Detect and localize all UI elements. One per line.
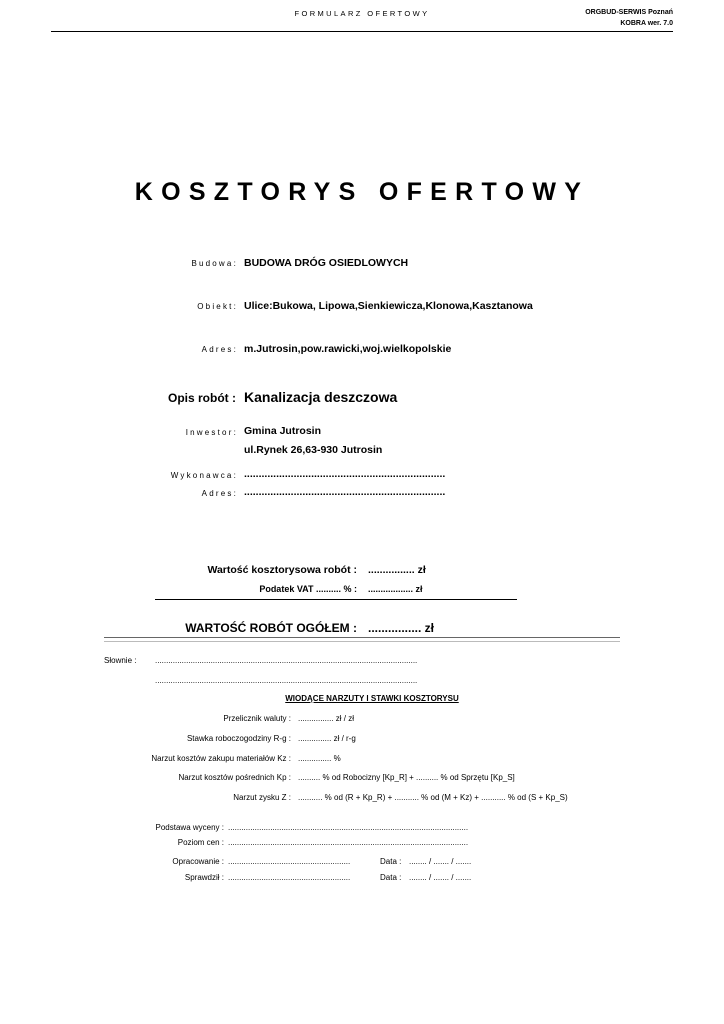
subtotal-divider xyxy=(155,599,517,600)
slownie-line-2: ...................................................................................................................... xyxy=(155,676,418,685)
obiekt-value: Ulice:Bukowa, Lipowa,Sienkiewicza,Klonowa,Kasztanowa xyxy=(244,300,533,312)
vat-label: Podatek VAT .......... % : xyxy=(259,584,357,594)
narzuty-heading: WIODĄCE NARZUTY I STAWKI KOSZTORYSU xyxy=(285,694,459,703)
opracowanie-date-label: Data : xyxy=(380,857,402,866)
opracowanie-value: ....................................................... xyxy=(228,857,351,866)
poziom-value: ............................................................................................................ xyxy=(228,838,469,847)
obiekt-label: Obiekt: xyxy=(197,302,238,311)
podstawa-label: Podstawa wyceny : xyxy=(155,823,224,832)
adres-label: Adres: xyxy=(201,345,238,354)
slownie-label: Słownie : xyxy=(104,656,137,665)
kp-label: Narzut kosztów pośrednich Kp : xyxy=(178,773,291,782)
stawka-value: ............... zł / r-g xyxy=(298,734,356,743)
budowa-value: BUDOWA DRÓG OSIEDLOWYCH xyxy=(244,257,409,269)
slownie-line-1: ...................................................................................................................... xyxy=(155,656,418,665)
zysk-label: Narzut zysku Z : xyxy=(233,793,291,802)
opis-value: Kanalizacja deszczowa xyxy=(244,389,398,405)
total-double-divider xyxy=(104,637,620,642)
przelicznik-value: ................ zł / zł xyxy=(298,714,355,723)
inwestor-label: Inwestor: xyxy=(185,428,238,437)
wykonawca-label: Wykonawca: xyxy=(170,471,238,480)
header-divider xyxy=(51,31,673,32)
poziom-label: Poziom cen : xyxy=(177,838,224,847)
wartosc-label: Wartość kosztorysowa robót : xyxy=(207,564,357,576)
document-title: KOSZTORYS OFERTOWY xyxy=(134,178,590,206)
kz-label: Narzut kosztów zakupu materiałów Kz : xyxy=(151,754,291,763)
kz-value: ............... % xyxy=(298,754,341,763)
sprawdzil-label: Sprawdził : xyxy=(184,873,224,882)
total-value: ................ zł xyxy=(368,621,435,635)
kp-value: .......... % od Robocizny [Kp_R] + .......... % od Sprzętu [Kp_S] xyxy=(298,773,515,782)
stawka-label: Stawka roboczogodziny R-g : xyxy=(186,734,291,743)
adres2-label: Adres: xyxy=(201,489,238,498)
budowa-label: Budowa: xyxy=(191,259,238,268)
adres2-value: ..................................................................... xyxy=(244,486,446,498)
opracowanie-label: Opracowanie : xyxy=(172,857,224,866)
software-version: KOBRA wer. 7.0 xyxy=(620,20,673,27)
company-name: ORGBUD-SERWIS Poznań xyxy=(585,9,673,16)
sprawdzil-value: ....................................................... xyxy=(228,873,351,882)
opis-label: Opis robót : xyxy=(168,391,236,405)
form-title: FORMULARZ OFERTOWY xyxy=(294,9,430,18)
wykonawca-value: ..................................................................... xyxy=(244,468,446,480)
sprawdzil-date-label: Data : xyxy=(380,873,402,882)
zysk-value: ........... % od (R + Kp_R) + ........... % od (M + Kz) + ........... % od (S + Kp_S) xyxy=(298,793,568,802)
vat-value: .................. zł xyxy=(368,584,423,594)
inwestor-value-2: ul.Rynek 26,63-930 Jutrosin xyxy=(244,444,383,456)
przelicznik-label: Przelicznik waluty : xyxy=(223,714,291,723)
podstawa-value: ............................................................................................................ xyxy=(228,823,469,832)
total-label: WARTOŚĆ ROBÓT OGÓŁEM : xyxy=(185,621,357,635)
wartosc-value: ................ zł xyxy=(368,564,426,576)
sprawdzil-date-value: ........ / ....... / ....... xyxy=(409,873,472,882)
inwestor-value-1: Gmina Jutrosin xyxy=(244,425,322,437)
opracowanie-date-value: ........ / ....... / ....... xyxy=(409,857,472,866)
adres-value: m.Jutrosin,pow.rawicki,woj.wielkopolskie xyxy=(244,343,452,355)
